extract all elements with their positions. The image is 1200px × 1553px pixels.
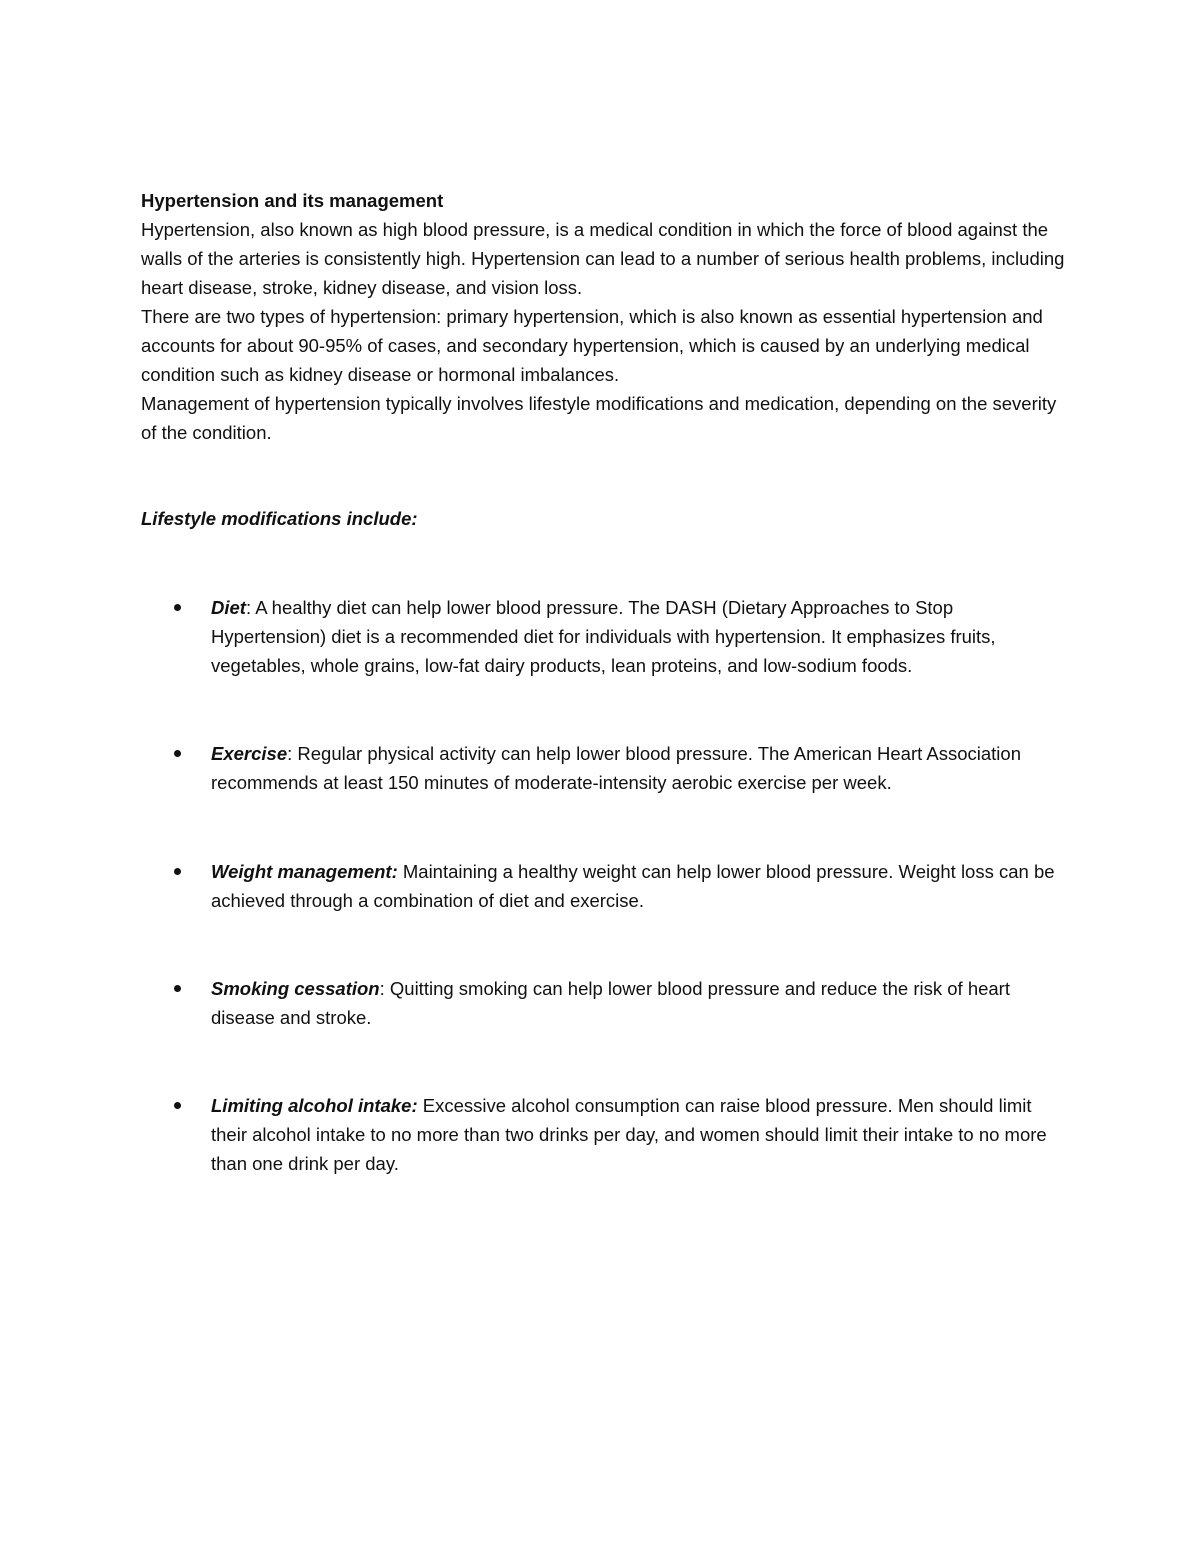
bullet-dot-icon [174, 985, 181, 992]
paragraph-management: Management of hypertension typically involves lifestyle modifications and medication, depending on the severity of the condition. [141, 393, 1057, 443]
bullet-text: Excessive alcohol consumption can raise blood pressure. Men should limit their alcohol intake to no more than two drinks per day, and women should limit their intake to no more than one drink per day. [211, 1095, 1047, 1174]
bullet-term-suffix: : [287, 743, 293, 764]
bullet-term: Limiting alcohol intake: [211, 1095, 418, 1116]
bullet-term-suffix: : [245, 597, 252, 618]
bullet-dot-icon [174, 604, 181, 611]
bullet-term-suffix: : [379, 978, 385, 999]
list-item-diet [141, 593, 1066, 680]
list-item-smoking-cessation [141, 974, 1066, 1032]
bullet-dot-icon [174, 1102, 181, 1109]
list-item-exercise [141, 739, 1066, 797]
bullet-dot-icon [174, 750, 181, 757]
document-body [141, 186, 1066, 1237]
document-title: Hypertension and its management [141, 190, 444, 211]
list-item-weight-management [141, 857, 1066, 915]
bullet-term: Weight management: [211, 861, 398, 882]
bullet-term: Exercise [211, 743, 288, 764]
paragraph-definition: Hypertension, also known as high blood pressure, is a medical condition in which the force of blood against the walls of the arteries is consistently high. Hypertension can lead to a number of serious health problems, including heart disease, stroke, kidney disease, and vision loss. [141, 219, 1065, 298]
bullet-dot-icon [174, 868, 181, 875]
bullet-text: Maintaining a healthy weight can help lower blood pressure. Weight loss can be achieved through a combination of diet and exercise. [211, 861, 1055, 911]
list-item-limiting-alcohol [141, 1091, 1066, 1178]
bullet-term: Smoking cessation [211, 978, 380, 999]
bullet-term: Diet [211, 597, 246, 618]
bullet-text: Regular physical activity can help lower blood pressure. The American Heart Association recommends at least 150 minutes of moderate-intensity aerobic exercise per week. [211, 743, 1021, 793]
bullet-text: Quitting smoking can help lower blood pressure and reduce the risk of heart disease and stroke. [211, 978, 1010, 1028]
lifestyle-list [141, 593, 1066, 1178]
paragraph-types: There are two types of hypertension: primary hypertension, which is also known as essential hypertension and accounts for about 90-95% of cases, and secondary hypertension, which is caused by an underlying medical condition such as kidney disease or hormonal imbalances. [141, 306, 1043, 385]
bullet-text: A healthy diet can help lower blood pressure. The DASH (Dietary Approaches to Stop Hypertension) diet is a recommended diet for individuals with hypertension. It emphasizes fruits, vegetables, whole grains, low-fat dairy products, lean proteins, and low-sodium foods. [211, 597, 996, 676]
lifestyle-subheading: Lifestyle modifications include: [141, 508, 418, 529]
